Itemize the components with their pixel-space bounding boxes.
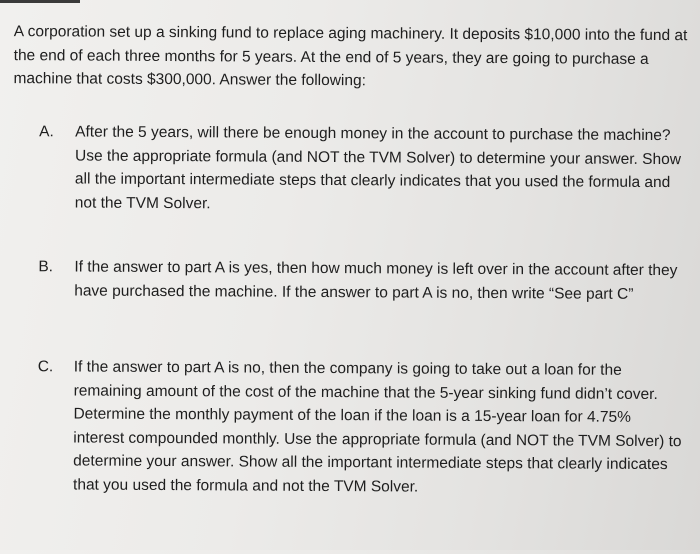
part-a-text: After the 5 years, will there be enough money in the account to purchase the machine? Use the appropriate formula (and NOT the TVM Solver) to determine your answer. Show all the important intermediate steps that clearly indicates that you used the formula and not the TVM Solver.: [74, 123, 682, 212]
question-part-b: [38, 255, 688, 306]
part-b-text: If the answer to part A is yes, then how much money is left over in the account after they have purchased the machine. If the answer to part A is no, then write “See part C”: [74, 258, 678, 303]
question-part-a: [39, 120, 690, 218]
part-c-text: If the answer to part A is no, then the company is going to take out a loan for the remaining amount of the cost of the machine that the 5-year sinking fund didn’t cover. Determine the monthly payment of the loan if the loan is a 15-year loan for 4.75% interest compounded monthly. Use the appropriate formula (and NOT the TVM Solver) to determine your answer. Show all the important intermediate steps that clearly indicates that you used the formula and not the TVM Solver.: [72, 358, 682, 496]
part-a-letter: A.: [39, 123, 54, 141]
part-c-letter: C.: [37, 358, 54, 376]
question-part-c: [37, 355, 688, 500]
problem-intro: A corporation set up a sinking fund to replace aging machinery. It deposits $10,000 into the fund at the end of each three months for 5 years. At the end of 5 years, they are going to purchase a machine that costs $300,000. Answer the following:: [13, 23, 688, 90]
part-b-letter: B.: [38, 258, 54, 276]
